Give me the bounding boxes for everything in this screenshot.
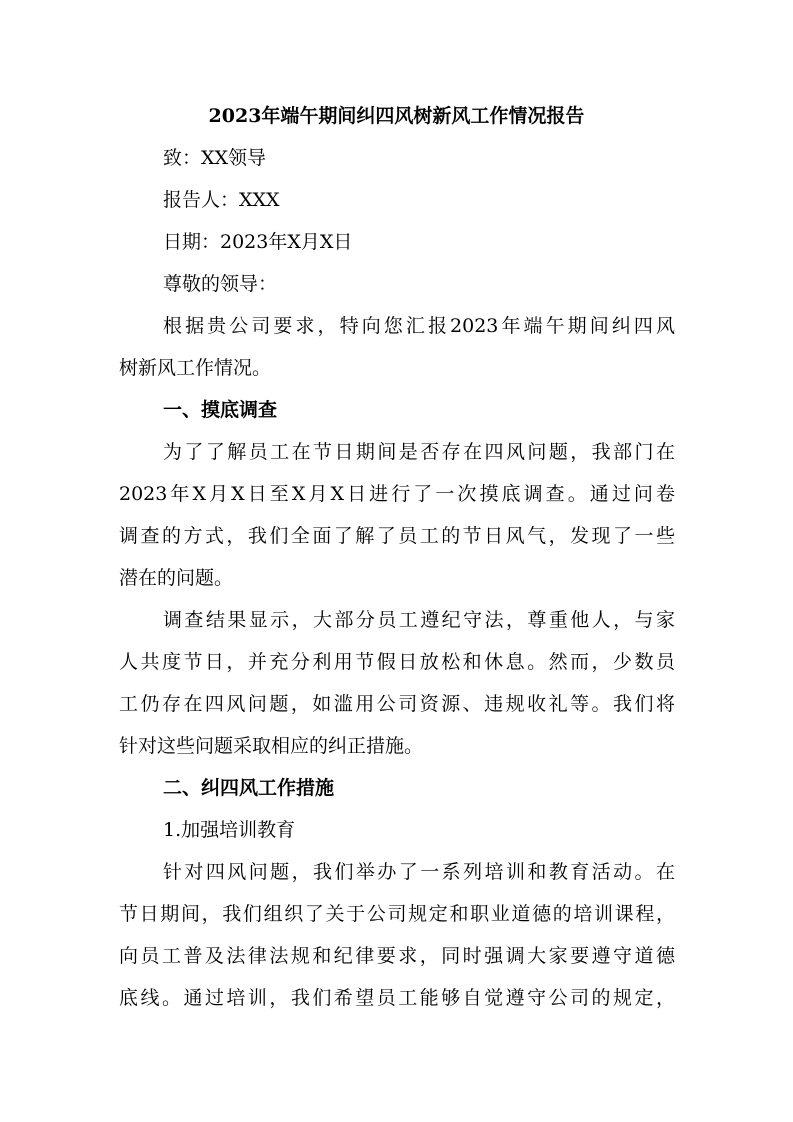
paragraph-line: 调查结果显示，大部分员工遵纪守法，尊重他人，与家 <box>163 609 675 631</box>
paragraph-line: 节日期间，我们组织了关于公司规定和职业道德的培训课程， <box>119 903 675 925</box>
section-heading-survey: 一、摸底调查 <box>163 399 278 421</box>
salutation: 尊敬的领导： <box>163 273 278 295</box>
paragraph-line: 为了了解员工在节日期间是否存在四风问题，我部门在 <box>163 441 675 463</box>
paragraph-line: 向员工普及法律法规和纪律要求，同时强调大家要遵守道德 <box>119 945 675 967</box>
subheading-training: 1.加强培训教育 <box>163 819 296 841</box>
paragraph-line: 人共度节日，并充分利用节假日放松和休息。然而，少数员 <box>119 651 675 673</box>
paragraph-line: 潜在的问题。 <box>119 567 234 589</box>
paragraph-line: 2023年X月X日至X月X日进行了一次摸底调查。通过问卷 <box>119 483 675 505</box>
section-heading-measures: 二、纠四风工作措施 <box>163 777 335 799</box>
paragraph-line: 工仍存在四风问题，如滥用公司资源、违规收礼等。我们将 <box>119 693 675 715</box>
date-line: 日期：2023年X月X日 <box>163 231 353 253</box>
recipient-line: 致：XX领导 <box>163 147 267 169</box>
reporter-line: 报告人：XXX <box>163 189 280 211</box>
document-title: 2023年端午期间纠四风树新风工作情况报告 <box>208 105 585 127</box>
paragraph-line: 调查的方式，我们全面了解了员工的节日风气，发现了一些 <box>119 525 675 547</box>
intro-line-1: 根据贵公司要求，特向您汇报2023年端午期间纠四风 <box>163 315 675 337</box>
paragraph-line: 针对这些问题采取相应的纠正措施。 <box>119 735 424 757</box>
paragraph-line: 底线。通过培训，我们希望员工能够自觉遵守公司的规定， <box>119 987 675 1009</box>
paragraph-line: 针对四风问题，我们举办了一系列培训和教育活动。在 <box>163 861 675 883</box>
intro-line-2: 树新风工作情况。 <box>119 357 272 379</box>
